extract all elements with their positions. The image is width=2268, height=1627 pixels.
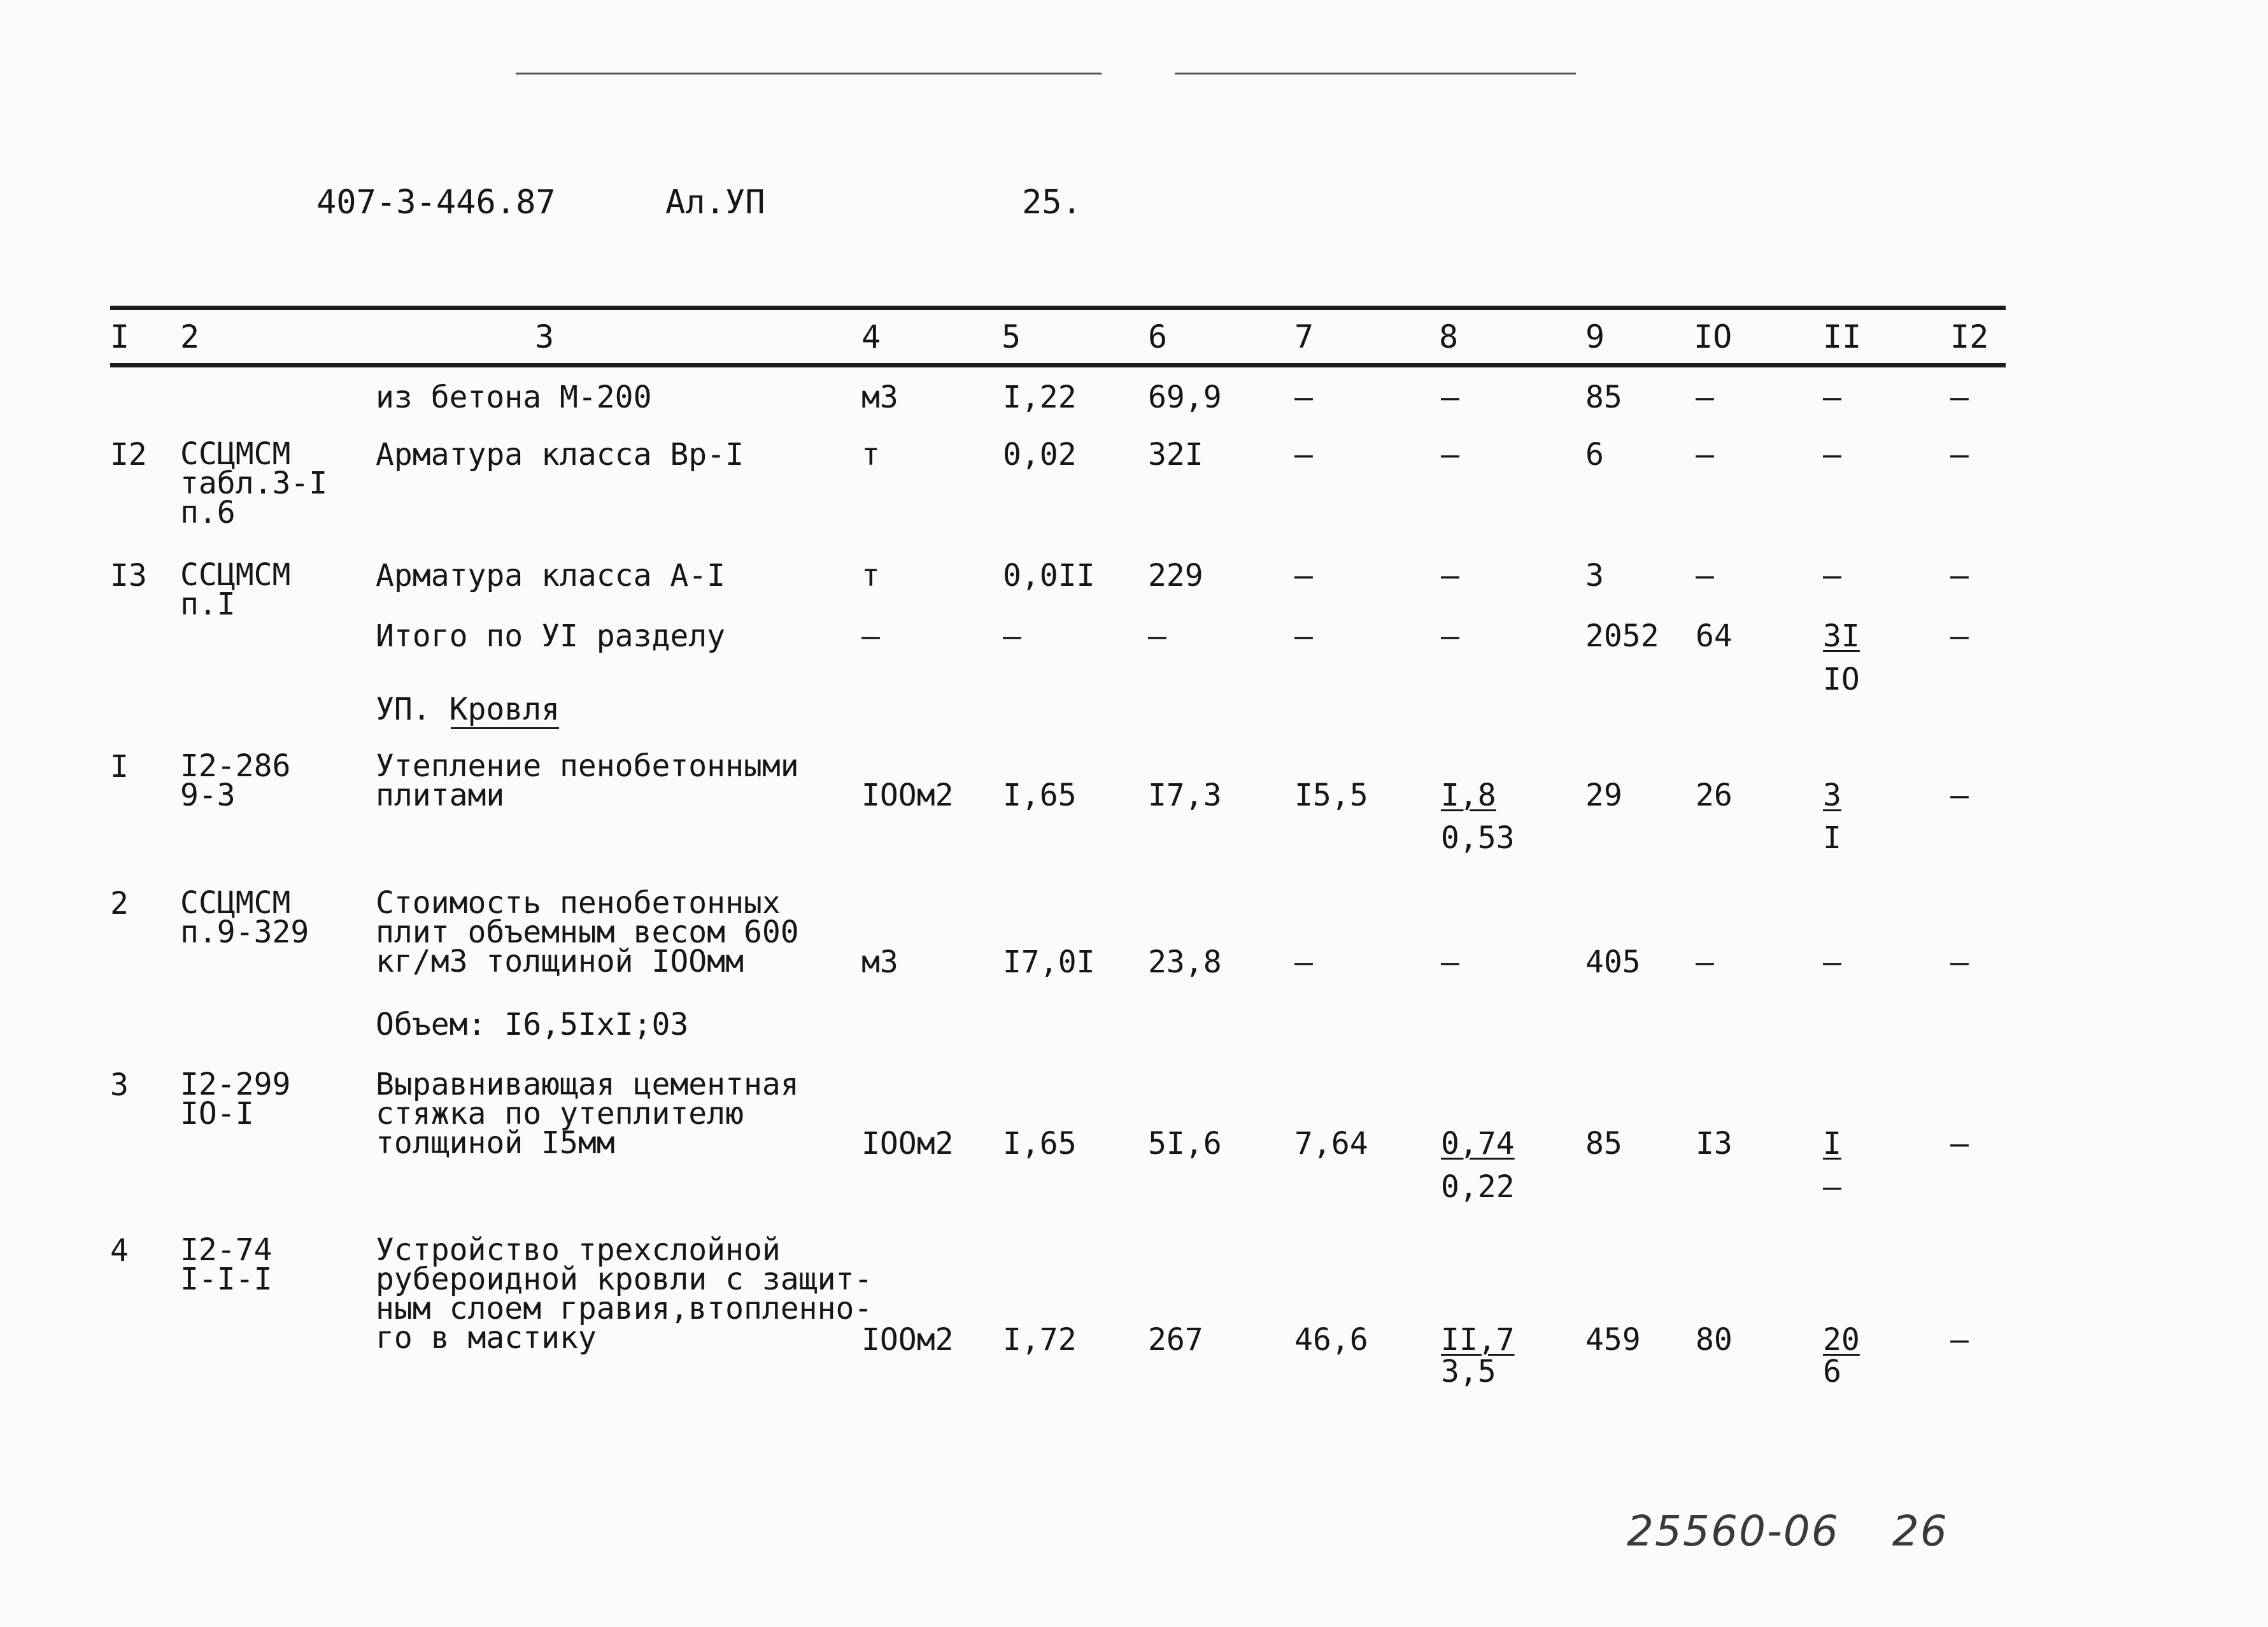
quantity: I,72 <box>1003 1322 1077 1358</box>
column-header: 7 <box>1294 318 1314 355</box>
col12: – <box>1950 618 1969 654</box>
col9: 405 <box>1585 944 1641 980</box>
item-name: Выравнивающая цементная стяжка по утеплителю толщиной I5мм <box>376 1067 799 1161</box>
unit: IOOм2 <box>861 778 954 813</box>
top-rule-left <box>516 73 1102 75</box>
code: I2-299 IO-I <box>180 1067 291 1132</box>
quantity: I,65 <box>1003 1126 1077 1162</box>
unit-price: 5I,6 <box>1148 1126 1222 1162</box>
unit-price: 229 <box>1148 558 1203 593</box>
code: ССЦМСМ п.9-329 <box>180 885 309 950</box>
col7: – <box>1294 944 1313 980</box>
unit-price: 267 <box>1148 1322 1203 1358</box>
column-header: 6 <box>1148 318 1168 355</box>
unit: т <box>861 437 880 472</box>
col11: – <box>1823 437 1841 472</box>
col9: 6 <box>1585 437 1604 472</box>
handwritten-reference <box>1627 1507 1948 1556</box>
col7: – <box>1294 618 1313 654</box>
column-header: 8 <box>1439 318 1459 355</box>
column-header: 9 <box>1585 318 1605 355</box>
col11: – <box>1823 380 1841 415</box>
col10: – <box>1696 380 1714 415</box>
volume-note: Объем: I6,5IхI;03 <box>376 1007 689 1042</box>
column-header: 3 <box>535 318 555 355</box>
code: ССЦМСМ табл.3-I п.6 <box>180 436 328 530</box>
col10: – <box>1696 944 1714 980</box>
col12: – <box>1950 437 1969 472</box>
unit: т <box>861 558 880 593</box>
unit: м3 <box>861 944 898 980</box>
top-rule-right <box>1175 73 1576 75</box>
col8-denominator: 0,53 <box>1441 820 1515 856</box>
quantity: I7,0I <box>1003 944 1095 980</box>
item-name: Устройство трехслойной рубероидной кровли с защит- ным слоем гравия,втопленно- го в мастику <box>376 1232 873 1356</box>
col12: – <box>1950 944 1969 980</box>
unit: IOOм2 <box>861 1126 954 1162</box>
col12: – <box>1950 778 1969 813</box>
column-header: 4 <box>861 318 881 355</box>
column-header: 2 <box>180 318 200 355</box>
table-top-rule <box>110 306 2006 310</box>
col11-denominator: 6 <box>1823 1354 1841 1389</box>
col11-numerator: I <box>1823 1126 1841 1162</box>
handwritten-page-number: 26 <box>1892 1507 1948 1556</box>
item-name: из бетона М-200 <box>376 380 652 415</box>
col9: 29 <box>1585 778 1622 813</box>
col7: I5,5 <box>1294 778 1368 813</box>
unit-price: 69,9 <box>1148 380 1222 415</box>
code: I2-286 9-3 <box>180 748 291 813</box>
unit-price: 32I <box>1148 437 1203 472</box>
item-number: I3 <box>110 558 147 593</box>
item-name: Итого по УI разделу <box>376 618 726 654</box>
col10: 64 <box>1696 618 1733 654</box>
quantity: 0,02 <box>1003 437 1077 472</box>
col9: 85 <box>1585 1126 1622 1162</box>
col11: – <box>1823 558 1841 593</box>
col8: – <box>1441 558 1459 593</box>
col10: – <box>1696 437 1714 472</box>
table-header-rule <box>110 363 2006 367</box>
item-name: Стоимость пенобетонных плит объемным весом 600 кг/м3 толщиной IOOмм <box>376 885 799 979</box>
page-number: 25. <box>1022 183 1082 222</box>
section-heading-underline <box>451 727 559 729</box>
unit: м3 <box>861 380 898 415</box>
col9: 3 <box>1585 558 1604 593</box>
item-name: Арматура класса А-I <box>376 558 726 593</box>
item-number: 4 <box>110 1233 129 1268</box>
col8: – <box>1441 618 1459 654</box>
col7: 7,64 <box>1294 1126 1368 1162</box>
col7: – <box>1294 558 1313 593</box>
col11-denominator: – <box>1823 1169 1841 1205</box>
col11-denominator: IO <box>1823 662 1860 697</box>
unit-price: I7,3 <box>1148 778 1222 813</box>
col10: 80 <box>1696 1322 1733 1358</box>
column-header: I2 <box>1950 318 1989 355</box>
col8: – <box>1441 437 1459 472</box>
code: ССЦМСМ п.I <box>180 557 291 622</box>
col9: 2052 <box>1585 618 1659 654</box>
col11-denominator: I <box>1823 820 1841 856</box>
quantity: I,65 <box>1003 778 1077 813</box>
quantity: I,22 <box>1003 380 1077 415</box>
unit-price: 23,8 <box>1148 944 1222 980</box>
col8-numerator: I,8 <box>1441 778 1496 813</box>
col8-numerator: II,7 <box>1441 1322 1515 1358</box>
col8-denominator: 3,5 <box>1441 1354 1496 1389</box>
column-header: I <box>110 318 130 355</box>
col8: – <box>1441 944 1459 980</box>
item-number: 3 <box>110 1067 129 1103</box>
column-header: 5 <box>1002 318 1021 355</box>
item-number: I <box>110 749 129 785</box>
col9: 85 <box>1585 380 1622 415</box>
section-heading: УП. Кровля <box>376 692 560 727</box>
col8-numerator: 0,74 <box>1441 1126 1515 1162</box>
col11: – <box>1823 944 1841 980</box>
code: I2-74 I-I-I <box>180 1232 273 1297</box>
col8: – <box>1441 380 1459 415</box>
col11-numerator: 3I <box>1823 618 1860 654</box>
unit: – <box>861 618 880 654</box>
col7: – <box>1294 380 1313 415</box>
col11-numerator: 3 <box>1823 778 1841 813</box>
item-name: Арматура класса Вр-I <box>376 437 744 472</box>
item-name: Утепление пенобетонными плитами <box>376 748 799 813</box>
quantity: 0,0II <box>1003 558 1095 593</box>
col12: – <box>1950 558 1969 593</box>
unit-price: – <box>1148 618 1166 654</box>
column-header: II <box>1823 318 1862 355</box>
item-number: 2 <box>110 886 129 921</box>
handwritten-ref-number: 25560-06 <box>1627 1507 1839 1556</box>
item-number: I2 <box>110 437 147 472</box>
col9: 459 <box>1585 1322 1641 1358</box>
unit: IOOм2 <box>861 1322 954 1358</box>
album-label: Ал.УП <box>665 183 765 222</box>
col8-denominator: 0,22 <box>1441 1169 1515 1205</box>
col10: – <box>1696 558 1714 593</box>
document-number: 407-3-446.87 <box>316 183 556 222</box>
quantity: – <box>1003 618 1021 654</box>
col12: – <box>1950 1126 1969 1162</box>
col12: – <box>1950 1322 1969 1358</box>
col10: I3 <box>1696 1126 1733 1162</box>
col11-numerator: 20 <box>1823 1322 1860 1358</box>
col7: – <box>1294 437 1313 472</box>
col7: 46,6 <box>1294 1322 1368 1358</box>
column-header: IO <box>1694 318 1733 355</box>
col12: – <box>1950 380 1969 415</box>
col10: 26 <box>1696 778 1733 813</box>
